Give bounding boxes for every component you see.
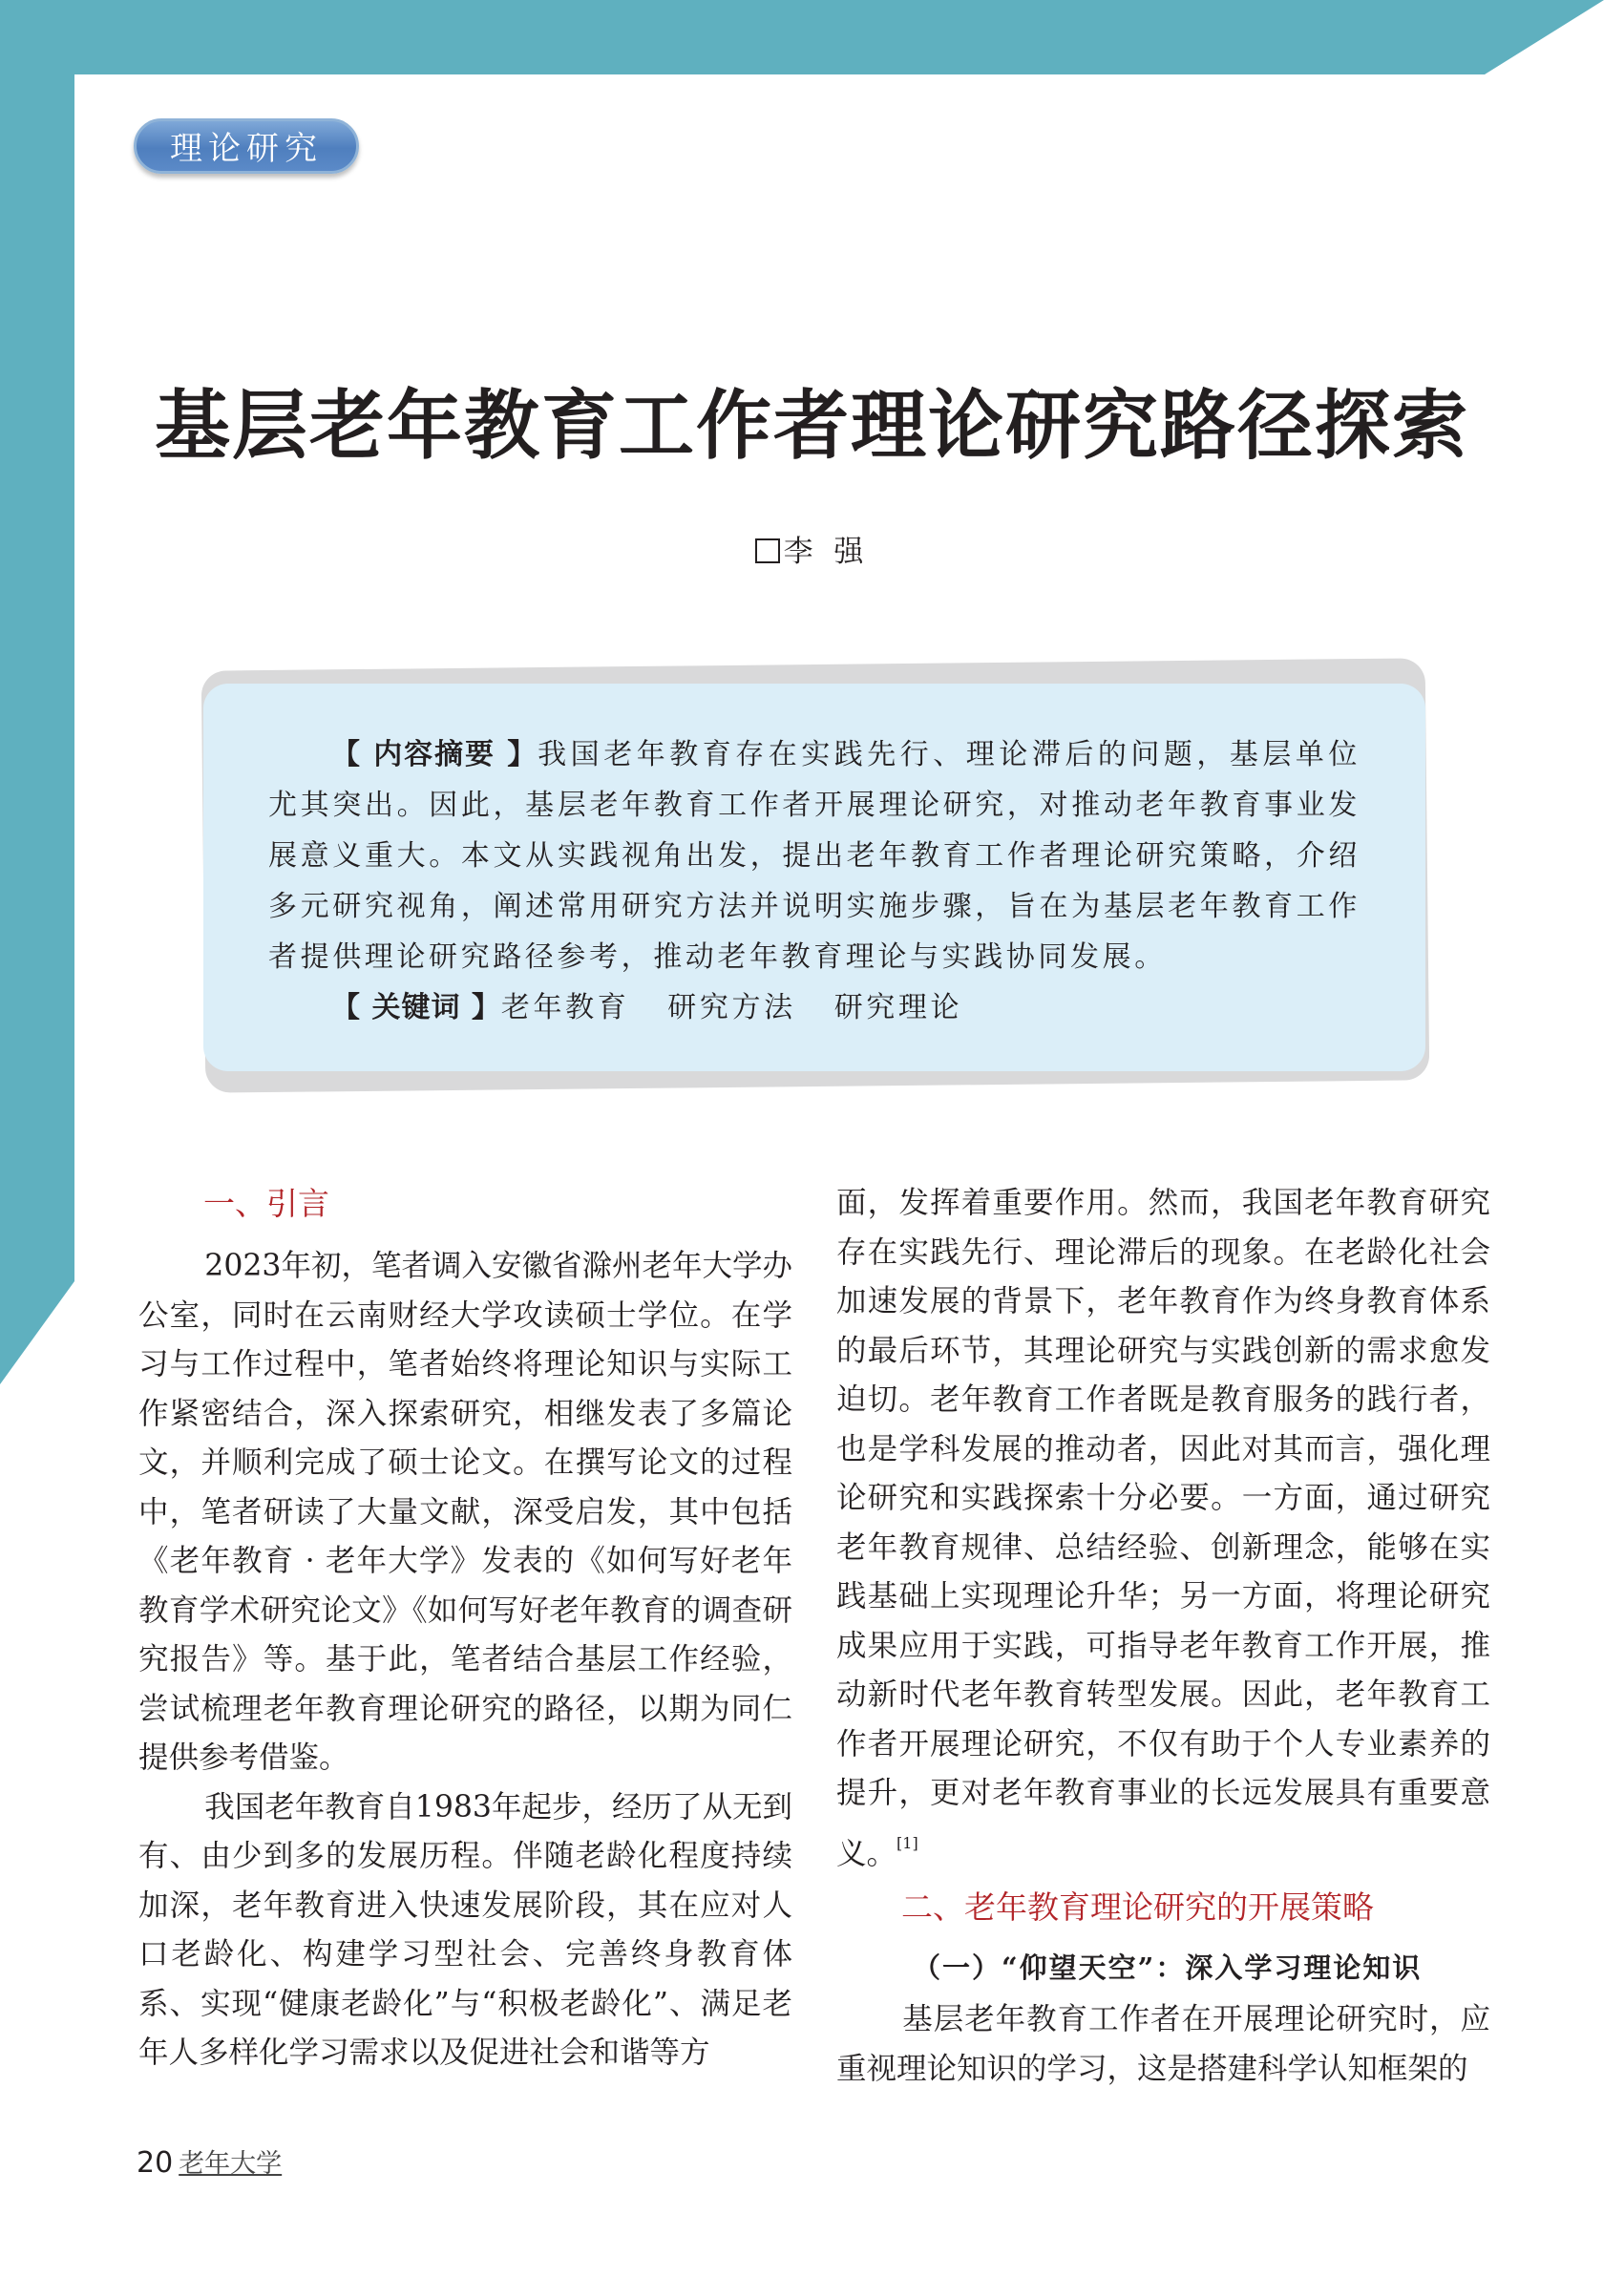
body-paragraph: 我国老年教育自1983年起步，经历了从无到有、由少到多的发展历程。伴随老龄化程度持续加深，老年教育进入快速发展阶段，其在应对人口老龄化、构建学习型社会、完善终身教育体系、实现“健康老龄化”与“积极老龄化”、满足老年人多样化学习需求以及促进社会和谐等方	[138, 1789, 792, 2070]
keyword: 研究方法	[667, 991, 796, 1024]
author-box-icon	[755, 538, 780, 563]
section-tag: 理论研究	[134, 118, 359, 174]
left-column	[138, 1179, 792, 2078]
body-paragraph: 2023年初，笔者调入安徽省滁州老年大学办公室，同时在云南财经大学攻读硕士学位。在学习与工作过程中，笔者始终将理论知识与实际工作紧密结合，深入探索研究，相继发表了多篇论文，并顺利完成了硕士论文。在撰写论文的过程中，笔者研读了大量文献，深受启发，其中包括《老年教育 · 老年大学》发表的《如何写好老年教育学术研究论文》《如何写好老年教育的调查研究报告》等。基于此，笔者结合基层工作经验，尝试梳理老年教育理论研究的路径，以期为同仁提供参考借鉴。	[138, 1249, 792, 1775]
body-paragraph: 基层老年教育工作者在开展理论研究时，应重视理论知识的学习，这是搭建科学认知框架的	[836, 2002, 1490, 2086]
author-line	[0, 527, 1624, 570]
page-footer	[137, 2142, 282, 2180]
right-column	[836, 1179, 1490, 2094]
abstract-box	[203, 684, 1425, 1071]
subsection-heading: （一）“仰望天空”：深入学习理论知识	[913, 1951, 1423, 1984]
article-title: 基层老年教育工作者理论研究路径探索	[155, 381, 1469, 470]
footnote-ref: [1]	[896, 1833, 918, 1852]
section-heading-strategy: 二、老年教育理论研究的开展策略	[901, 1888, 1374, 1926]
publication-name: 老年大学	[179, 2149, 283, 2179]
continuation-text: 面，发挥着重要作用。然而，我国老年教育研究存在实践先行、理论滞后的现象。在老龄化社会加速发展的背景下，老年教育作为终身教育体系的最后环节，其理论研究与实践创新的需求愈发迫切。老年教育工作者既是教育服务的践行者，也是学科发展的推动者，因此对其而言，强化理论研究和实践探索十分必要。一方面，通过研究老年教育规律、总结经验、创新理念，能够在实践基础上实现理论升华；另一方面，将理论研究成果应用于实践，可指导老年教育工作开展，推动新时代老年教育转型发展。因此，老年教育工作者开展理论研究，不仅有助于个人专业素养的提升，更对老年教育事业的长远发展具有重要意义。	[836, 1186, 1490, 1871]
abstract-keywords-label: 【 关键词 】	[331, 991, 501, 1024]
author-name: 李 强	[783, 535, 870, 569]
section-heading-intro: 一、引言	[203, 1185, 329, 1222]
teal-corner-top-right	[1485, 0, 1624, 74]
keyword: 研究理论	[833, 991, 963, 1024]
keyword: 老年教育	[500, 991, 630, 1024]
abstract-summary-text: 我国老年教育存在实践先行、理论滞后的问题，基层单位尤其突出。因此，基层老年教育工作者开展理论研究，对推动老年教育事业发展意义重大。本文从实践视角出发，提出老年教育工作者理论研究策略，介绍多元研究视角，阐述常用研究方法并说明实施步骤，旨在为基层老年教育工作者提供理论研究路径参考，推动老年教育理论与实践协同发展。	[268, 738, 1361, 974]
page-number: 20	[137, 2146, 174, 2180]
abstract-summary	[268, 729, 1360, 982]
abstract-keywords	[268, 982, 1360, 1033]
abstract-summary-label: 【 内容摘要 】	[331, 738, 538, 771]
body-paragraph-continued	[836, 1179, 1490, 1879]
